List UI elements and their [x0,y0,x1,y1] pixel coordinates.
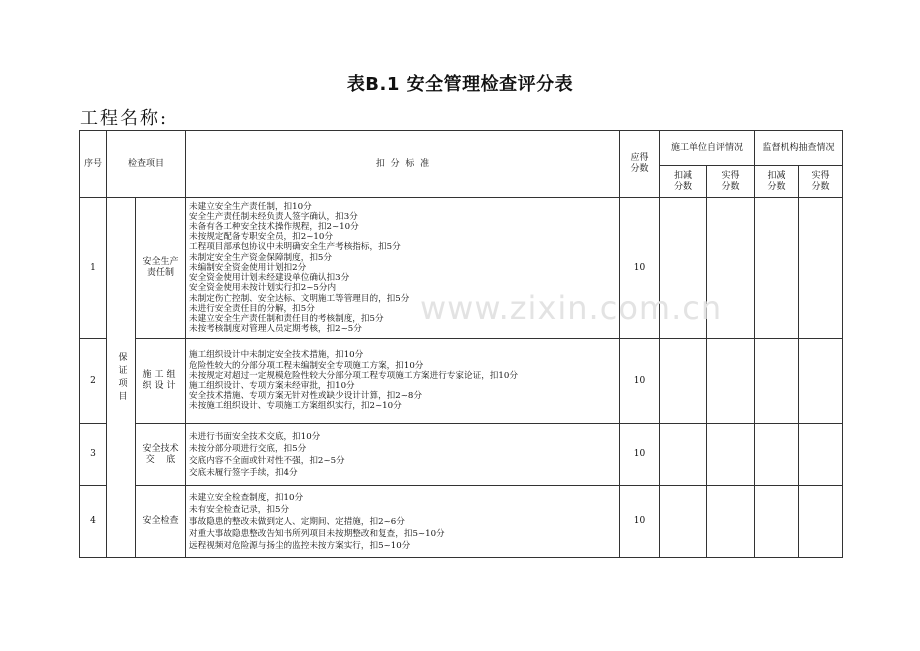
watermark: www.zixin.com.cn [420,289,723,327]
project-name-label: 工程名称: [80,108,169,129]
self-deduct-cell[interactable] [660,486,707,558]
criteria-line: 工程项目部承包协议中未明确安全生产考核指标，扣5分 [189,242,401,253]
row-item: 安全生产 责任制 [136,198,186,339]
header-self-deduct: 扣减 分数 [660,166,707,198]
self-deduct-cell[interactable] [660,424,707,486]
header-self-actual: 实得 分数 [707,166,755,198]
criteria-line: 安全资金使用计划未经建设单位确认扣3分 [189,273,350,284]
criteria-line: 未建立安全检查制度，扣10分 [189,492,304,503]
criteria-line: 安全技术措施、专项方案无针对性或缺少设计计算，扣2~8分 [189,391,422,402]
criteria-line: 未备有各工种安全技术操作规程，扣2~10分 [189,222,359,233]
row-seq: 2 [80,339,107,424]
sup-actual-cell[interactable] [799,198,843,339]
criteria-line: 安全生产责任制未经负责人签字确认，扣3分 [189,211,358,222]
table-title: 表B.1 安全管理检查评分表 [346,74,574,95]
criteria-line: 未有安全检查记录，扣5分 [189,504,290,515]
row-criteria [186,424,620,486]
header-supervise: 监督机构抽查情况 [755,131,843,166]
header-seq: 序号 [80,131,107,198]
criteria-line: 对重大事故隐患整改告知书所列项目未按期整改和复查，扣5~10分 [189,528,445,539]
criteria-line: 远程视频对危险源与扬尘的监控未按方案实行，扣5~10分 [189,540,411,551]
table-row [80,486,843,558]
criteria-line: 未按规定配备专职安全员，扣2~10分 [189,232,333,243]
criteria-line: 安全资金使用未按计划实行扣2~5分内 [189,283,337,294]
self-actual-cell[interactable] [707,424,755,486]
criteria-line: 未进行安全责任目的分解，扣5分 [189,303,315,314]
criteria-line: 交底未履行签字手续，扣4分 [189,467,298,478]
row-item: 施工组 织设计 [136,339,186,424]
sup-deduct-cell[interactable] [755,339,799,424]
criteria-line: 未制定伤亡控制、安全达标、文明施工等管理目的，扣5分 [189,293,410,304]
header-item: 检查项目 [107,131,186,198]
criteria-line: 交底内容不全面或针对性不强，扣2~5分 [189,455,345,466]
header-self-eval: 施工单位自评情况 [660,131,755,166]
criteria-line: 危险性较大的分部分项工程未编制安全专项施工方案，扣10分 [189,360,424,371]
row-due-score: 10 [620,486,660,558]
sup-actual-cell[interactable] [799,486,843,558]
row-seq: 3 [80,424,107,486]
criteria-line: 未建立安全生产责任制，扣10分 [189,201,312,212]
criteria-line: 未按施工组织设计、专项施工方案组织实行，扣2~10分 [189,401,402,412]
criteria-line: 未建立安全生产责任制和责任目的考核制度，扣5分 [189,313,384,324]
criteria-line: 施工组织设计、专项方案未经审批，扣10分 [189,381,355,391]
row-criteria [186,486,620,558]
group-label: 保证项目 [116,351,127,404]
row-due-score: 10 [620,424,660,486]
row-seq: 1 [80,198,107,339]
header-sup-deduct: 扣减 分数 [755,166,799,198]
row-due-score: 10 [620,198,660,339]
sup-deduct-cell[interactable] [755,198,799,339]
criteria-line: 未按规定对超过一定规模危险性较大分部分项工程专项施工方案进行专家论证，扣10分 [189,370,518,381]
self-actual-cell[interactable] [707,339,755,424]
sup-actual-cell[interactable] [799,339,843,424]
score-table [79,130,843,558]
row-criteria [186,339,620,424]
group-cell [107,198,136,558]
row-item: 安全检查 [136,486,186,558]
sup-deduct-cell[interactable] [755,486,799,558]
criteria-line: 未按考核制度对管理人员定期考核，扣2~5分 [189,324,362,335]
sup-deduct-cell[interactable] [755,424,799,486]
sup-actual-cell[interactable] [799,424,843,486]
table-row [80,424,843,486]
criteria-line: 未制定安全生产资金保障制度，扣5分 [189,252,332,263]
criteria-line: 未按分部分项进行交底，扣5分 [189,443,307,454]
row-due-score: 10 [620,339,660,424]
self-deduct-cell[interactable] [660,339,707,424]
criteria-line: 未进行书面安全技术交底，扣10分 [189,431,321,442]
criteria-line: 施工组织设计中未制定安全技术措施，扣10分 [189,350,364,361]
header-sup-actual: 实得 分数 [799,166,843,198]
row-item: 安全技术 交 底 [136,424,186,486]
table-row [80,339,843,424]
criteria-line: 事故隐患的整改未做到定人、定期间、定措施，扣2~6分 [189,516,405,527]
self-actual-cell[interactable] [707,486,755,558]
header-due-score: 应得 分数 [620,131,660,198]
header-criteria: 扣 分 标 准 [186,131,620,198]
criteria-line: 未编制安全资金使用计划扣2分 [189,262,307,273]
row-seq: 4 [80,486,107,558]
